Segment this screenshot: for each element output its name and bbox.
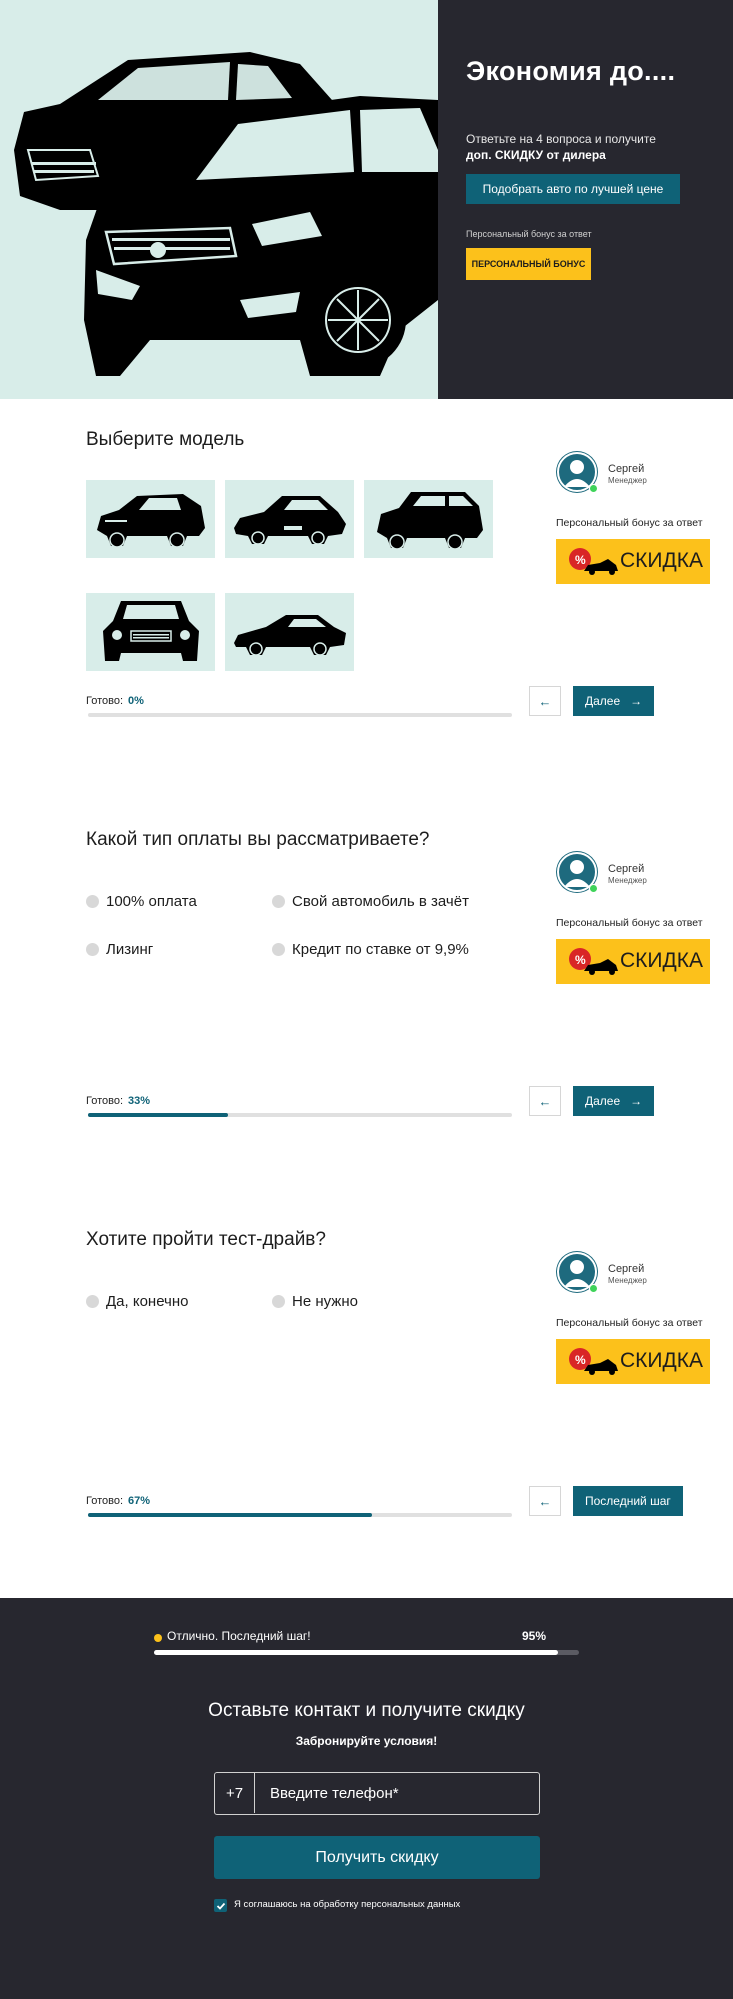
consent-checkbox[interactable] bbox=[214, 1899, 227, 1912]
car-option-suv-2[interactable] bbox=[364, 480, 493, 558]
car-option-sedan-1[interactable] bbox=[225, 480, 354, 558]
arrow-right-icon: → bbox=[630, 694, 643, 708]
arrow-right-icon: → bbox=[630, 1094, 643, 1108]
progress-label bbox=[86, 1495, 150, 1507]
hero-panel bbox=[438, 0, 733, 399]
svg-text:%: % bbox=[575, 953, 586, 967]
consent-label: Я соглашаюсь на обработку персональных данных bbox=[234, 1899, 461, 1910]
option-label: Не нужно bbox=[292, 1293, 358, 1310]
next-button-label: Последний шаг bbox=[585, 1494, 671, 1508]
discount-car-icon bbox=[564, 939, 624, 984]
progress-value: 0% bbox=[128, 695, 144, 707]
radio-button[interactable] bbox=[272, 1295, 285, 1308]
personal-bonus-button[interactable]: ПЕРСОНАЛЬНЫЙ БОНУС bbox=[466, 248, 591, 280]
bonus-label: Персональный бонус за ответ bbox=[556, 517, 703, 529]
discount-car-icon bbox=[564, 1339, 624, 1384]
car-option-coupe[interactable] bbox=[225, 593, 354, 671]
progress-value: 67% bbox=[128, 1495, 151, 1507]
radio-button[interactable] bbox=[86, 895, 99, 908]
option-label: 100% оплата bbox=[106, 893, 197, 910]
step-title: Выберите модель bbox=[86, 429, 245, 450]
option-label: Кредит по ставке от 9,9% bbox=[292, 941, 469, 958]
car-option-minivan[interactable] bbox=[86, 593, 215, 671]
get-discount-button[interactable]: Получить скидку bbox=[214, 1836, 540, 1879]
status-dot bbox=[154, 1634, 162, 1642]
next-button[interactable] bbox=[573, 686, 654, 716]
discount-label: СКИДКА bbox=[620, 549, 703, 572]
discount-badge[interactable] bbox=[556, 939, 710, 984]
car-suv-icon bbox=[369, 484, 489, 554]
pick-car-button[interactable]: Подобрать авто по лучшей цене bbox=[466, 174, 680, 204]
next-button-label: Далее bbox=[585, 1094, 621, 1108]
manager-name: Сергей bbox=[608, 863, 645, 875]
progress-bar bbox=[88, 1113, 512, 1117]
discount-label: СКИДКА bbox=[620, 949, 703, 972]
radio-button[interactable] bbox=[272, 943, 285, 956]
radio-button[interactable] bbox=[86, 943, 99, 956]
payment-option[interactable] bbox=[86, 893, 197, 910]
payment-option[interactable] bbox=[86, 941, 153, 958]
back-button[interactable] bbox=[529, 1486, 561, 1516]
svg-text:%: % bbox=[575, 1353, 586, 1367]
final-status-text: Отлично. Последний шаг! bbox=[167, 1629, 311, 1643]
quiz-step-payment bbox=[0, 799, 733, 1199]
form-title: Оставьте контакт и получите скидку bbox=[208, 1700, 525, 1721]
step-title: Какой тип оплаты вы рассматриваете? bbox=[86, 829, 430, 850]
test-drive-option[interactable] bbox=[272, 1293, 358, 1310]
discount-badge[interactable] bbox=[556, 1339, 710, 1384]
radio-button[interactable] bbox=[86, 1295, 99, 1308]
hero-title: Экономия до.... bbox=[466, 56, 676, 86]
hero-cars-image bbox=[0, 0, 438, 399]
option-label: Лизинг bbox=[106, 941, 154, 958]
progress-bar bbox=[88, 1513, 512, 1517]
car-option-suv-1[interactable] bbox=[86, 480, 215, 558]
option-label: Свой автомобиль в зачёт bbox=[292, 893, 469, 910]
discount-label: СКИДКА bbox=[620, 1349, 703, 1372]
manager-role: Менеджер bbox=[608, 476, 647, 485]
quiz-step-test-drive bbox=[0, 1199, 733, 1599]
final-progress-bar bbox=[154, 1650, 579, 1655]
progress-value: 33% bbox=[128, 1095, 151, 1107]
hero-section bbox=[0, 0, 733, 399]
checkmark-icon bbox=[216, 1901, 226, 1911]
svg-text:%: % bbox=[575, 553, 586, 567]
car-suv-icon bbox=[91, 484, 211, 554]
progress-caption: Готово: bbox=[86, 695, 124, 707]
radio-button[interactable] bbox=[272, 895, 285, 908]
manager-name: Сергей bbox=[608, 463, 645, 475]
form-subtitle: Забронируйте условия! bbox=[295, 1734, 438, 1748]
manager-role: Менеджер bbox=[608, 1276, 647, 1285]
arrow-left-icon: ← bbox=[538, 1093, 552, 1109]
phone-field bbox=[214, 1772, 540, 1815]
online-status-dot bbox=[589, 484, 598, 493]
test-drive-option[interactable] bbox=[86, 1293, 188, 1310]
arrow-left-icon: ← bbox=[538, 1493, 552, 1509]
quiz-step-model bbox=[0, 399, 733, 799]
online-status-dot bbox=[589, 1284, 598, 1293]
back-button[interactable] bbox=[529, 686, 561, 716]
bonus-label: Персональный бонус за ответ bbox=[556, 917, 703, 929]
phone-country-code: +7 bbox=[215, 1773, 255, 1813]
manager-name: Сергей bbox=[608, 1263, 645, 1275]
progress-label bbox=[86, 695, 144, 707]
final-progress-value: 95% bbox=[522, 1629, 547, 1643]
progress-caption: Готово: bbox=[86, 1495, 124, 1507]
final-progress-fill bbox=[154, 1650, 558, 1655]
next-button-label: Далее bbox=[585, 694, 621, 708]
car-coupe-icon bbox=[230, 597, 350, 667]
hero-description-bold: доп. СКИДКУ от дилера bbox=[466, 148, 606, 162]
progress-label bbox=[86, 1095, 150, 1107]
payment-option[interactable] bbox=[272, 941, 469, 958]
manager-role: Менеджер bbox=[608, 876, 647, 885]
contact-form-section bbox=[0, 1598, 733, 1999]
last-step-button[interactable] bbox=[573, 1486, 683, 1516]
option-label: Да, конечно bbox=[106, 1293, 189, 1310]
arrow-left-icon: ← bbox=[538, 693, 552, 709]
car-sedan-icon bbox=[230, 484, 350, 554]
next-button[interactable] bbox=[573, 1086, 654, 1116]
hero-bonus-label: Персональный бонус за ответ bbox=[466, 229, 592, 239]
progress-fill bbox=[88, 1513, 372, 1517]
progress-caption: Готово: bbox=[86, 1095, 124, 1107]
bonus-label: Персональный бонус за ответ bbox=[556, 1317, 703, 1329]
phone-input[interactable] bbox=[256, 1773, 538, 1813]
hero-cars-illustration bbox=[0, 0, 438, 399]
discount-badge[interactable] bbox=[556, 539, 710, 584]
back-button[interactable] bbox=[529, 1086, 561, 1116]
online-status-dot bbox=[589, 884, 598, 893]
payment-option[interactable] bbox=[272, 893, 469, 910]
hero-description: Ответьте на 4 вопроса и получите bbox=[466, 132, 656, 146]
progress-bar bbox=[88, 713, 512, 717]
progress-fill bbox=[88, 1113, 228, 1117]
step-title: Хотите пройти тест-драйв? bbox=[86, 1229, 326, 1250]
discount-car-icon bbox=[564, 539, 624, 584]
car-minivan-icon bbox=[91, 595, 211, 669]
